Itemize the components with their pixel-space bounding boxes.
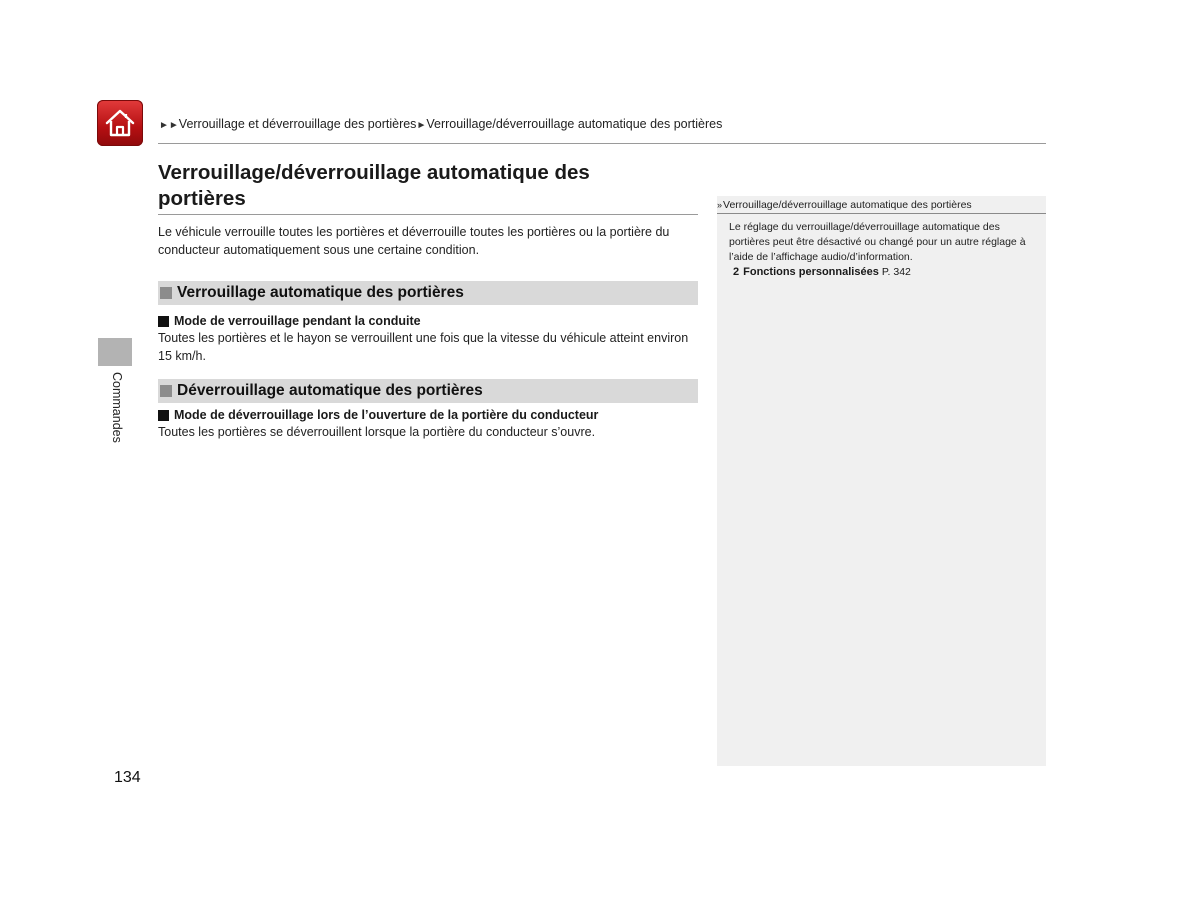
reference-arrow-icon: 2 <box>733 266 740 278</box>
chapter-label: Commandes <box>110 372 124 443</box>
section-heading-auto-lock <box>158 281 698 305</box>
note-title: Verrouillage/déverrouillage automatique des portières <box>723 199 972 211</box>
section-square-icon <box>160 385 172 397</box>
house-icon <box>103 106 137 140</box>
page-title <box>158 160 698 215</box>
subheading-driver-door-unlock <box>158 407 698 423</box>
note-text: Le réglage du verrouillage/déverrouillage automatique des portières peut être désactivé ou changé pour un autre réglage à l’aide de l’affichage audio/d’information. <box>729 221 1026 263</box>
section-heading-label: Verrouillage automatique des portières <box>177 284 464 301</box>
header-divider <box>158 143 1046 144</box>
section-heading-auto-unlock <box>158 379 698 403</box>
black-square-icon <box>158 316 169 327</box>
section-text-auto-unlock: Toutes les portières se déverrouillent lorsque la portière du conducteur s’ouvre. <box>158 425 596 439</box>
main-content <box>158 160 698 441</box>
subheading-label: Mode de déverrouillage lors de l’ouverture de la portière du conducteur <box>174 408 599 422</box>
side-note-panel <box>717 196 1046 766</box>
intro-paragraph: Le véhicule verrouille toutes les portières et déverrouille toutes les portières ou la portière du conducteur automatiquement sous une certaine condition. <box>158 225 670 257</box>
breadcrumb-item-current: Verrouillage/déverrouillage automatique des portières <box>426 117 723 131</box>
breadcrumb-separator: ► <box>416 120 427 131</box>
section-text-auto-lock: Toutes les portières et le hayon se verrouillent une fois que la vitesse du véhicule atteint environ 15 km/h. <box>158 331 689 363</box>
home-icon[interactable] <box>97 100 143 146</box>
note-heading <box>717 196 1046 214</box>
breadcrumb <box>159 117 722 131</box>
reference-label: Fonctions personnalisées <box>743 266 879 278</box>
page-title-line2: portières <box>158 187 246 210</box>
page-number: 134 <box>114 769 141 786</box>
section-square-icon <box>160 287 172 299</box>
reference-page: P. 342 <box>881 266 911 278</box>
black-square-icon <box>158 410 169 421</box>
breadcrumb-arrow: ►► <box>159 120 179 131</box>
section-heading-label: Déverrouillage automatique des portières <box>177 382 483 399</box>
breadcrumb-item-locking[interactable]: Verrouillage et déverrouillage des portières <box>178 117 417 131</box>
chapter-tab-marker <box>98 338 132 366</box>
page-title-line1: Verrouillage/déverrouillage automatique des <box>158 161 590 184</box>
note-reference-link[interactable] <box>717 265 1046 280</box>
subheading-driving-lock <box>158 313 698 329</box>
subheading-label: Mode de verrouillage pendant la conduite <box>174 314 421 328</box>
note-marker-icon: » <box>717 200 721 210</box>
